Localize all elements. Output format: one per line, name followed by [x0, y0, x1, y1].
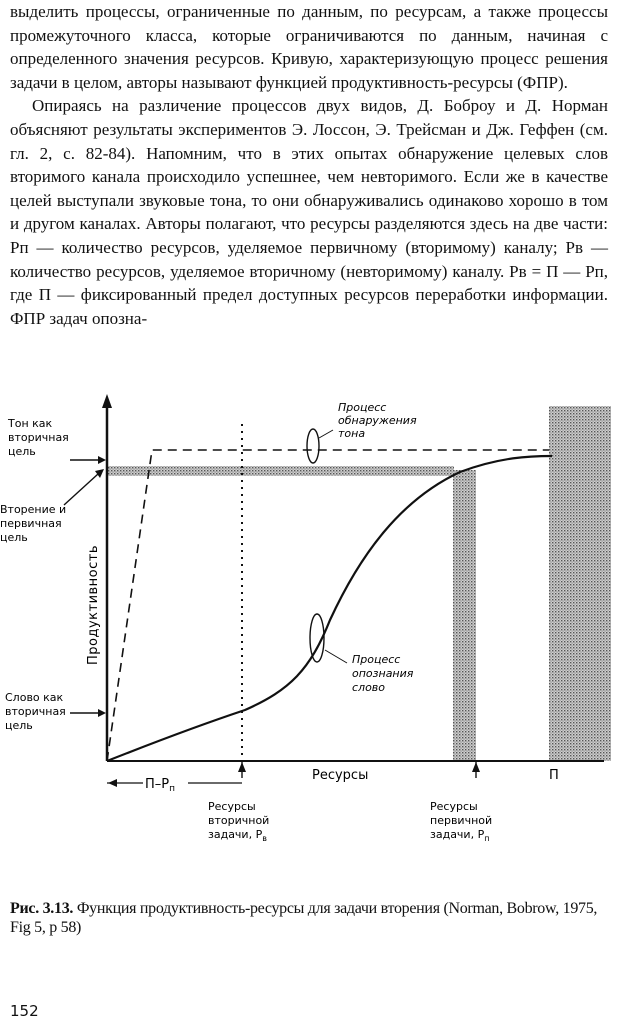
x-axis-title: Ресурсы — [312, 768, 369, 783]
word-curve-label-line3: слово — [352, 681, 386, 694]
word-arrowhead-icon — [98, 709, 106, 717]
tone-target-label-line2: вторичная — [8, 431, 69, 444]
word-target-label-line2: вторичная — [5, 705, 66, 718]
shadow-target-label-line1: Вторение и — [0, 503, 67, 516]
word-curve-label-line1: Процесс — [352, 653, 401, 666]
limit-shaded-band — [549, 406, 611, 761]
performance-resource-figure — [0, 380, 620, 850]
figure-caption — [10, 899, 610, 937]
difference-label: $П-Р_п$ — [145, 777, 176, 794]
word-curve-label-line2: опознания — [352, 667, 414, 680]
primary-shaded-band — [453, 470, 476, 761]
caption-text: Функция продуктивность-ресурсы для задачи вторения (Norman, Bobrow, 1975, Fig 5, p 58) — [10, 900, 598, 936]
tone-label-pointer — [319, 430, 333, 438]
difference-arrow-left-icon — [108, 779, 117, 787]
tone-target-label-line1: Тон как — [8, 417, 53, 430]
caption-label: Рис. 3.13. — [10, 900, 74, 917]
tone-curve-label-line2: обнаружения — [338, 414, 417, 427]
shadow-arrowhead-icon — [95, 469, 104, 478]
word-label-pointer — [325, 650, 347, 663]
tone-curve-label-line3: тона — [338, 427, 366, 440]
secondary-resources-label-line1: Ресурсы — [208, 800, 256, 813]
tone-detection-curve — [107, 450, 549, 761]
page-number: 152 — [10, 1002, 39, 1020]
shadow-label-arrow — [64, 474, 98, 505]
primary-resources-label-line3: задачи, $Р_п$ — [430, 828, 490, 843]
paragraph-2: Опираясь на различение процессов двух видов, Д. Боброу и Д. Норман объясняют результаты экспериментов Э. Лоссон, Э. Трейсман и Дж. Геффен (см. гл. 2, с. 82-84). Напомним, что в этих опытах обнаружение целевых слов вторимого канала происходило успешнее, чем невторимого. Если же в качестве целей выступали звуковые тона, то они обнаруживались одинаково хорошо в том и другом каналах. Авторы полагают, что ресурсы разделяются здесь на две части: Рп — количество ресурсов, уделяемое первичному (вторимому) каналу; Рв — количество ресурсов, уделяемое вторичному (невторимому) каналу. Рв = П — Рп, где П — фиксированный предел доступных ресурсов переработки информации. ФПР задач опозна- — [10, 96, 608, 328]
tone-arrowhead-icon — [98, 456, 106, 464]
shadow-performance-band — [107, 466, 454, 476]
paragraph-1: выделить процессы, ограниченные по данным, по ресурсам, а также процессы промежуточного класса, которые ограничиваются по данным, начиная с определенного значения ресурсов. Кривую, характеризующую процесс решения задачи в целом, авторы называют функцией продуктивность-ресурсы (ФПР). — [10, 2, 608, 92]
word-target-label-line3: цель — [5, 719, 33, 732]
tone-curve-label-line1: Процесс — [338, 401, 387, 414]
resource-limit-label: П — [549, 768, 559, 783]
word-recognition-curve — [107, 456, 552, 761]
shadow-target-label-line2: первичная — [0, 517, 62, 530]
tone-curve-marker — [307, 429, 319, 463]
primary-resources-label-line2: первичной — [430, 814, 493, 827]
tone-target-label-line3: цель — [8, 445, 36, 458]
secondary-tick-arrow-icon — [238, 762, 246, 772]
primary-tick-arrow-icon — [472, 762, 480, 772]
y-axis-arrow-icon — [102, 394, 112, 408]
y-axis-title: Продуктивность — [86, 544, 101, 666]
shadow-target-label-line3: цель — [0, 531, 28, 544]
primary-resources-label-line1: Ресурсы — [430, 800, 478, 813]
word-target-label-line1: Слово как — [5, 691, 64, 704]
secondary-resources-label-line3: задачи, $Р_в$ — [208, 828, 267, 843]
body-text — [10, 0, 608, 330]
secondary-resources-label-line2: вторичной — [208, 814, 270, 827]
